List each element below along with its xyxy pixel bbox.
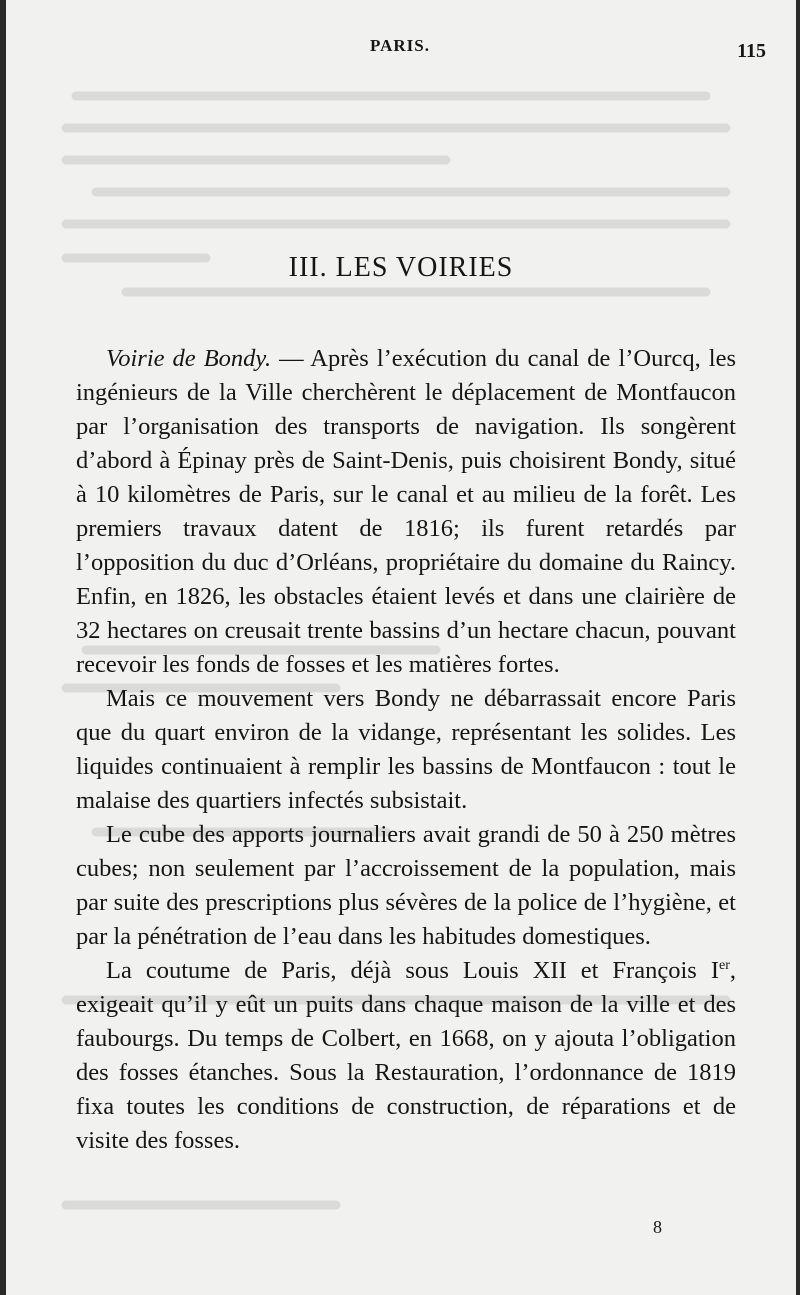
- paragraph-2: [76, 682, 736, 818]
- signature-mark: 8: [653, 1217, 662, 1237]
- body-text: [76, 342, 736, 1158]
- paragraph-text: — Après l’exécution du canal de l’Ourcq, les ingénieurs de la Ville cherchèrent le déplacement de Montfaucon par l’organisation des transports de navigation. Ils songèrent d’abord à Épinay près de Saint-Denis, puis choisirent Bondy, situé à 10 kilomètres de Paris, sur le canal et au milieu de la forêt. Les premiers travaux datent de 1816; ils furent retardés par l’opposition du duc d’Orléans, propriétaire du domaine du Raincy. Enfin, en 1826, les obstacles étaient levés et dans une clairière de 32 hectares on creusait trente bassins d’un hectare chacun, pouvant recevoir les fonds de fosses et les matières fortes.: [76, 345, 737, 678]
- paragraph-text: , exigeait qu’il y eût un puits dans chaque maison de la ville et des faubourgs. Du temps de Colbert, en 1668, on y ajouta l’obligation des fosses étanches. Sous la Restauration, l’ordonnance de 1819 fixa toutes les conditions de construction, de réparations et de visite des fosses.: [76, 957, 736, 1154]
- section-title: III. LES VOIRIES: [288, 252, 514, 283]
- paragraph-4: [76, 954, 736, 1158]
- paragraph-1: [76, 342, 736, 682]
- paragraph-text: Mais ce mouvement vers Bondy ne débarrassait encore Paris que du quart environ de la vidange, représentant les solides. Les liquides continuaient à remplir les bassins de Montfaucon : tout le malaise des quartiers infectés subsistait.: [76, 685, 736, 814]
- paragraph-text: Le cube des apports journaliers avait grandi de 50 à 250 mètres cubes; non seulement par l’accroissement de la population, mais par suite des prescriptions plus sévères de la police de l’hygiène, et par la pénétration de l’eau dans les habitudes domestiques.: [76, 821, 736, 950]
- book-page: [6, 0, 796, 1295]
- paragraph-text: La coutume de Paris, déjà sous Louis XII et François I: [106, 957, 719, 984]
- paragraph-3: [76, 818, 736, 954]
- page-header: [6, 36, 796, 60]
- page-number: 115: [737, 40, 766, 62]
- paragraph-lead: Voirie de Bondy.: [106, 345, 272, 372]
- running-head: PARIS.: [370, 36, 430, 55]
- superscript: er: [718, 957, 730, 973]
